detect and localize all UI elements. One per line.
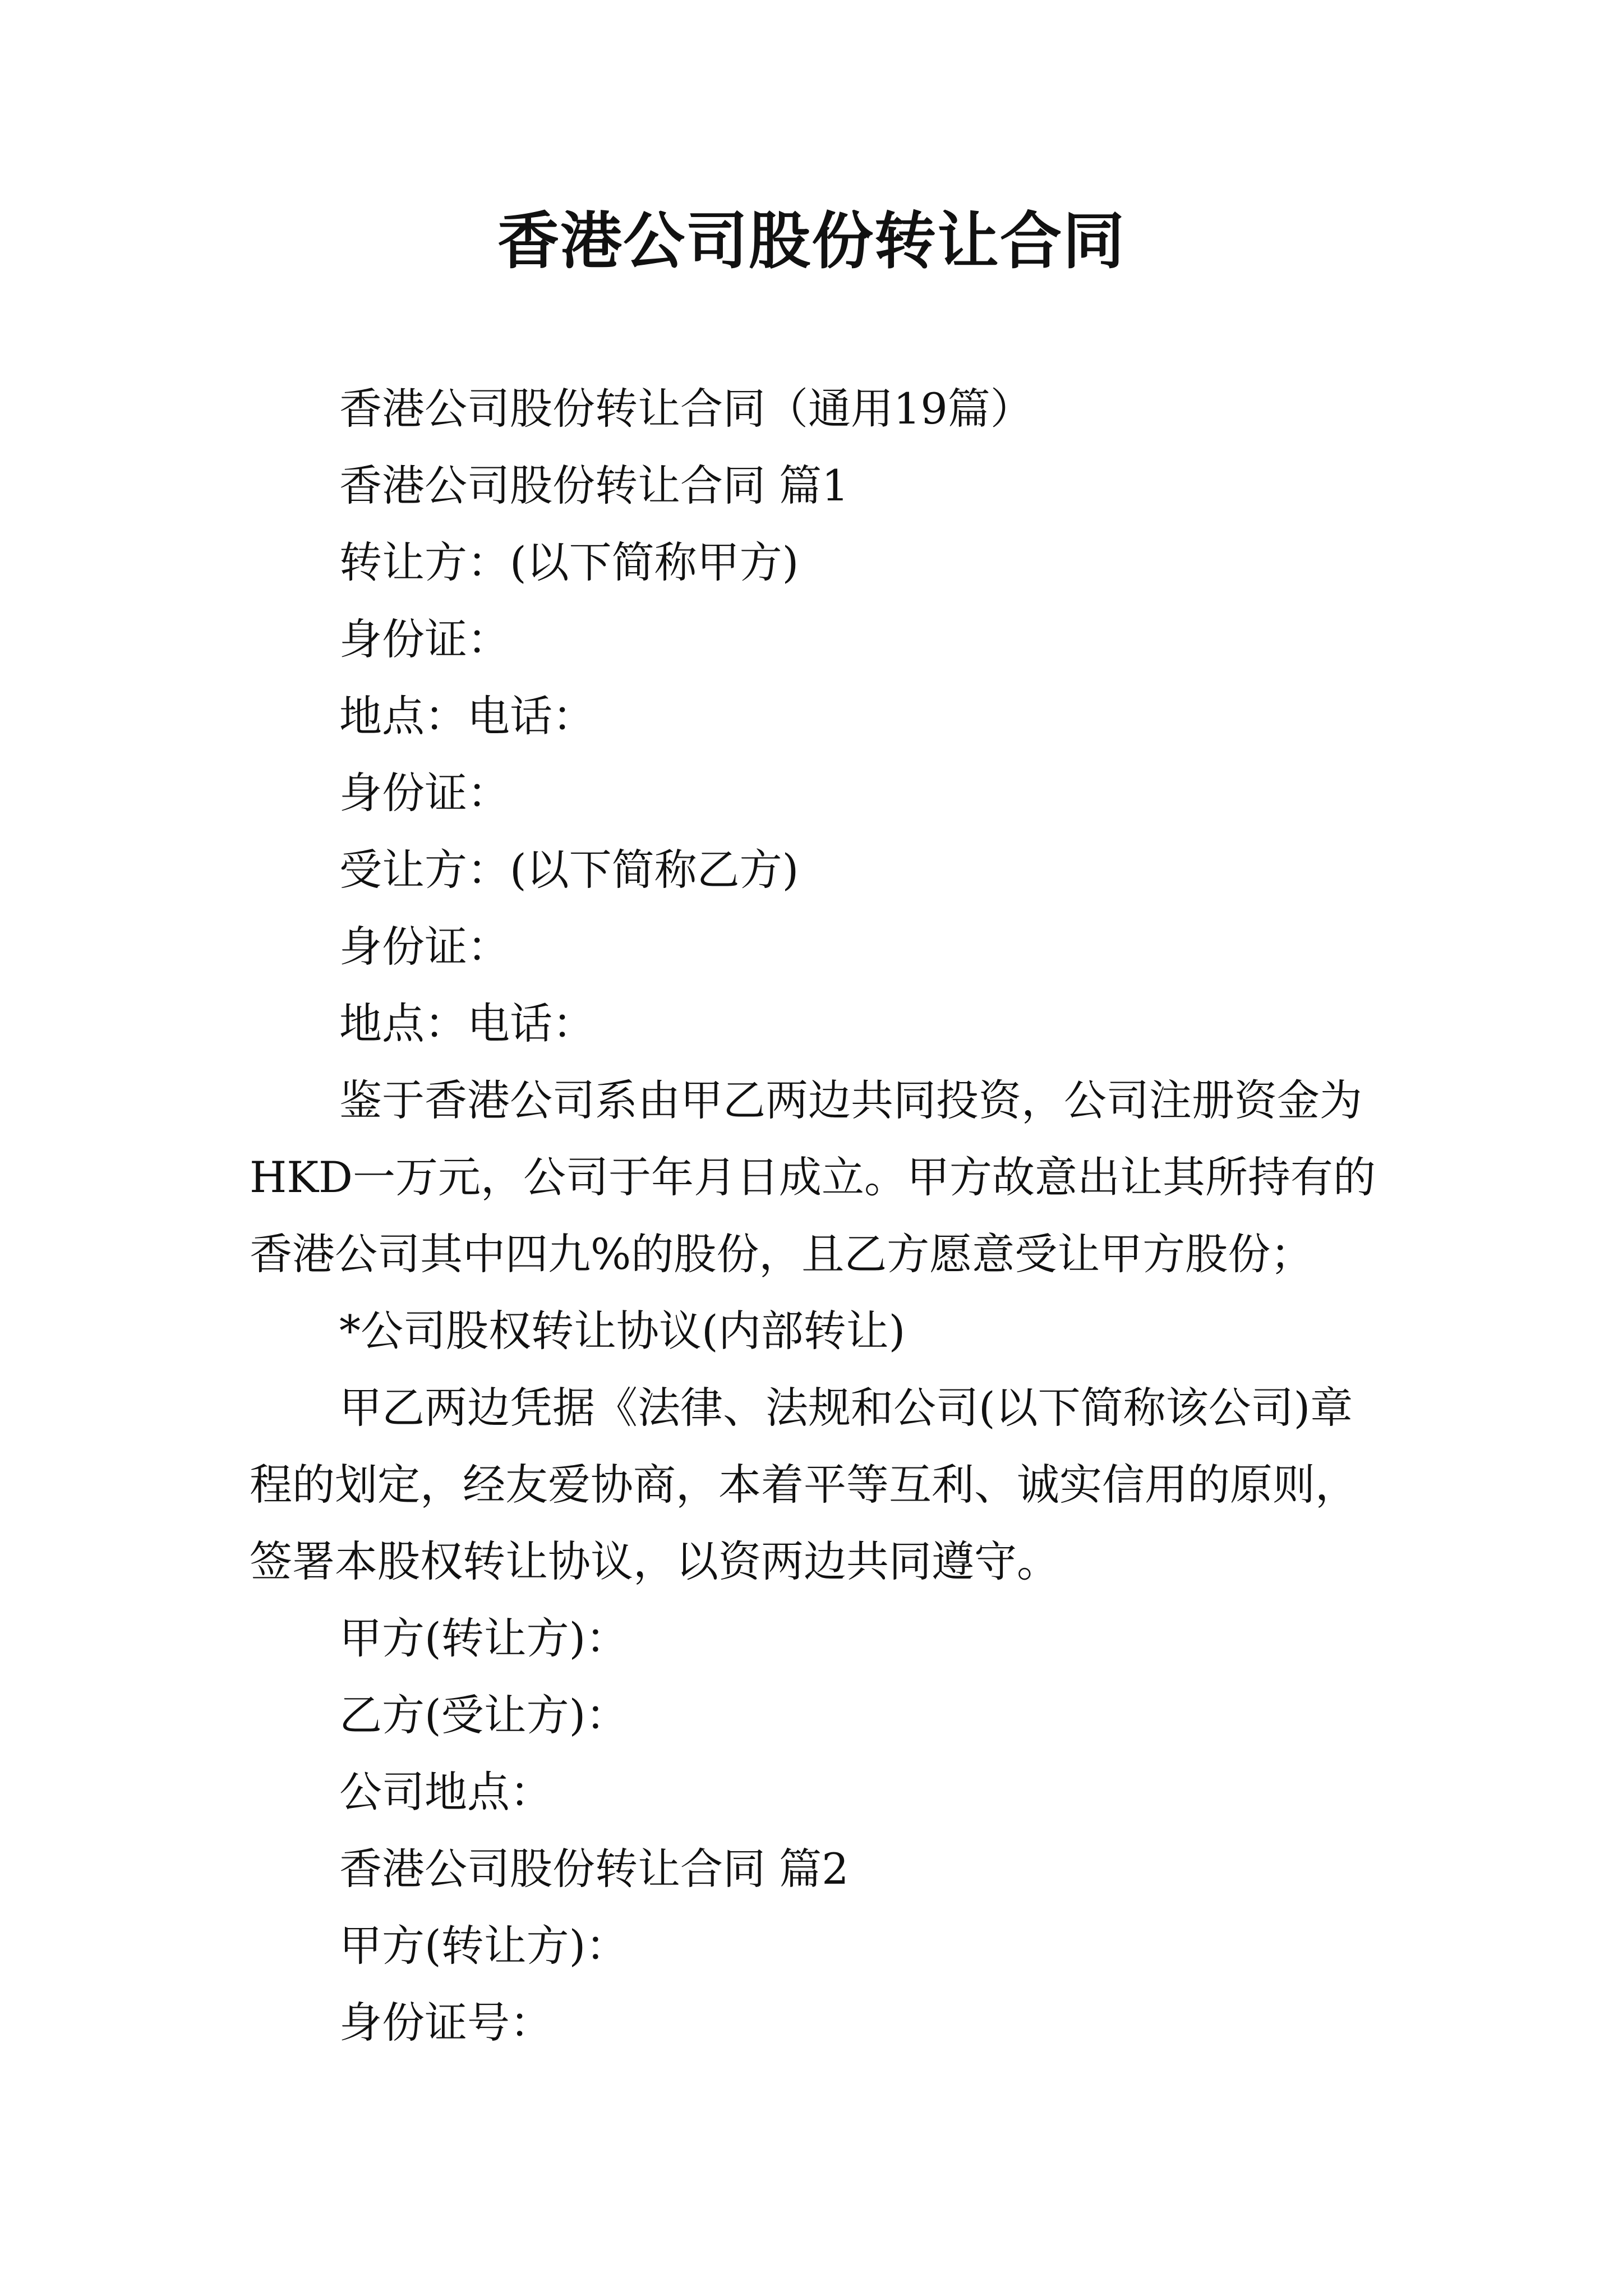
paragraph-line: 签署本股权转让协议，以资两边共同遵守。	[250, 1536, 1059, 1586]
paragraph-line: 甲乙两边凭据《法律、法规和公司(以下简称该公司)章	[339, 1383, 1353, 1433]
company-address-line: 公司地点：	[339, 1767, 552, 1817]
transferor-line: 转让方：(以下简称甲方)	[339, 537, 799, 587]
party-b-line: 乙方(受让方)：	[339, 1690, 629, 1740]
party-a-line: 甲方(转让方)：	[339, 1921, 629, 1971]
section-heading-1: 香港公司股份转让合同 篇1	[339, 461, 849, 510]
section-heading-2: 香港公司股份转让合同 篇2	[339, 1844, 849, 1894]
document-body	[250, 370, 1394, 2061]
paragraph-line: HKD一万元，公司于年月日成立。甲方故意出让其所持有的	[250, 1152, 1376, 1202]
paragraph-line: 鉴于香港公司系由甲乙两边共同投资，公司注册资金为	[339, 1075, 1362, 1125]
recital-paragraph	[250, 1062, 1394, 1292]
agreement-paragraph	[250, 1369, 1394, 1600]
document-title: 香港公司股份转让合同	[497, 205, 1126, 277]
id-card-line: 身份证：	[339, 768, 510, 818]
collection-heading: 香港公司股份转让合同（通用19篇）	[339, 384, 1033, 434]
agreement-subtitle: *公司股权转让协议(内部转让)	[339, 1306, 906, 1356]
paragraph-line: 程的划定，经友爱协商，本着平等互利、诚实信用的原则，	[250, 1460, 1358, 1510]
id-card-line: 身份证：	[339, 922, 510, 972]
address-phone-line: 地点：电话：	[339, 691, 595, 741]
party-a-line: 甲方(转让方)：	[339, 1613, 629, 1663]
paragraph-line: 香港公司其中四九%的股份，且乙方愿意受让甲方股份；	[250, 1229, 1313, 1279]
id-card-line: 身份证：	[339, 614, 510, 664]
address-phone-line: 地点：电话：	[339, 999, 595, 1048]
id-number-line: 身份证号：	[339, 1998, 552, 2047]
transferee-line: 受让方：(以下简称乙方)	[339, 845, 799, 895]
